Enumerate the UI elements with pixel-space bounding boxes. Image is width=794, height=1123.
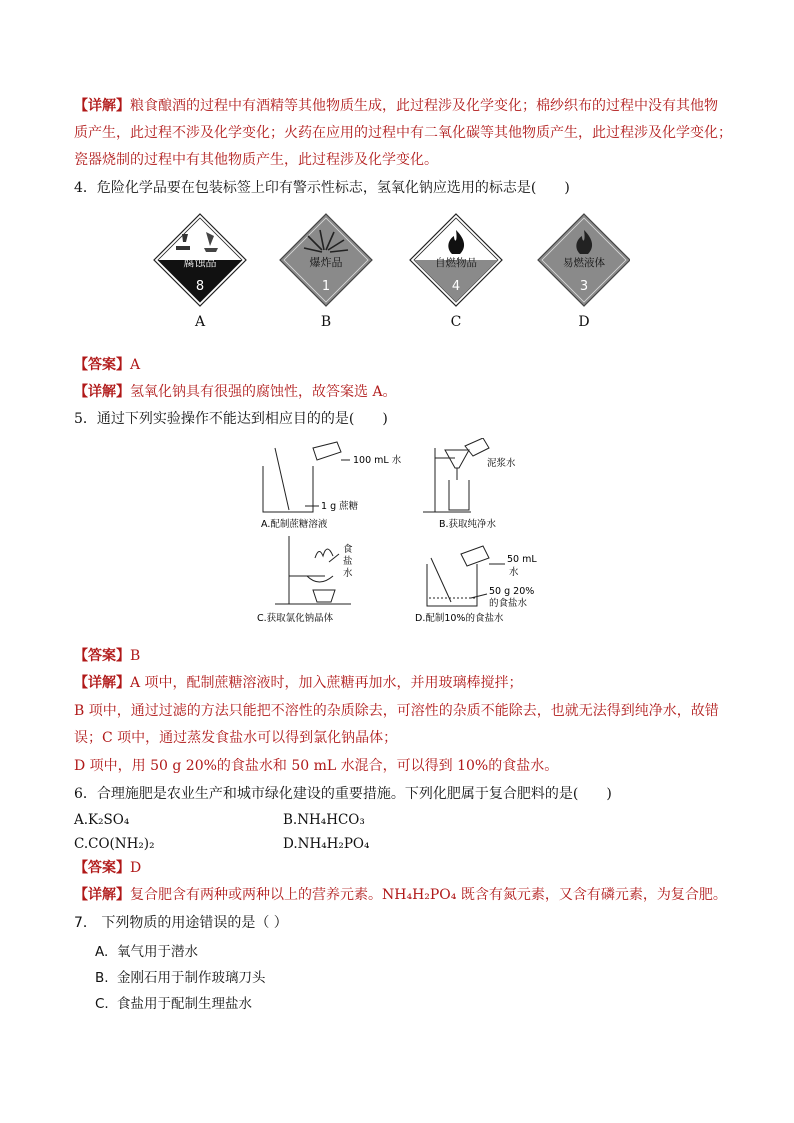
sign-label-d: D xyxy=(578,314,590,330)
q7-option-b: B. 金刚石用于制作玻璃刀头 xyxy=(95,970,266,986)
q3-detail-line-1: 【详解】粮食酿酒的过程中有酒精等其他物质生成，此过程涉及化学变化；棉纱织布的过程中没有其他物 xyxy=(74,98,718,114)
q6-answer: 【答案】D xyxy=(74,860,142,876)
d-water-label-1: 50 mL xyxy=(507,554,537,565)
q6-option-d: D.NH₄H₂PO₄ xyxy=(283,836,370,852)
q3-detail-line-2: 质产生，此过程不涉及化学变化；火药在应用的过程中有二氧化碳等其他物质产生，此过程涉及化学变化； xyxy=(74,125,732,141)
q6-stem: 6．合理施肥是农业生产和城市绿化建设的重要措施。下列化肥属于复合肥料的是( ) xyxy=(74,786,612,802)
sign-flammable-liquid xyxy=(538,214,630,306)
b-label: 泥浆水 xyxy=(487,458,516,469)
sign-self-igniting xyxy=(410,214,502,306)
sign-d-number: 3 xyxy=(579,279,589,294)
sign-a-name: 腐蚀品 xyxy=(183,256,217,269)
q6-option-b: B.NH₄HCO₃ xyxy=(283,812,365,828)
q3-detail-line-3: 瓷器烧制的过程中有其他物质产生，此过程涉及化学变化。 xyxy=(74,152,438,168)
experiment-figure xyxy=(255,438,545,633)
sign-label-a: A xyxy=(194,314,206,330)
q4-detail: 【详解】氢氧化钠具有很强的腐蚀性，故答案选 A。 xyxy=(74,384,397,400)
d-water-label-2: 水 xyxy=(509,567,519,578)
d-caption: D.配制10%的食盐水 xyxy=(415,613,504,624)
sign-d-name: 易燃液体 xyxy=(563,257,605,269)
sign-b-name: 爆炸品 xyxy=(309,256,343,269)
sign-a-number: 8 xyxy=(195,279,205,294)
q5-detail-line-4: D 项中，用 50 g 20%的食盐水和 50 mL 水混合，可以得到 10%的食盐水。 xyxy=(74,758,559,774)
q4-answer: 【答案】A xyxy=(74,357,141,373)
detail-tag: 【详解】 xyxy=(74,98,130,114)
c-label-3: 水 xyxy=(343,568,353,579)
sign-c-number: 4 xyxy=(451,279,461,294)
q6-detail: 【详解】复合肥含有两种或两种以上的营养元素。NH₄H₂PO₄ 既含有氮元素，又含有磷元素，为复合肥。 xyxy=(74,887,727,903)
q6-option-c: C.CO(NH₂)₂ xyxy=(74,836,155,852)
a-sugar-label: 1 g 蔗糖 xyxy=(321,501,359,512)
sign-explosive xyxy=(280,214,372,306)
q7-stem: 7． 下列物质的用途错误的是（ ） xyxy=(74,915,288,931)
a-water-label: 100 mL 水 xyxy=(353,455,402,466)
sign-b-number: 1 xyxy=(321,279,331,294)
d-salt-label-1: 50 g 20% xyxy=(489,586,535,597)
q7-option-c: C. 食盐用于配制生理盐水 xyxy=(95,996,252,1012)
c-label-1: 食 xyxy=(343,544,353,555)
sign-corrosive xyxy=(154,214,246,306)
c-label-2: 盐 xyxy=(343,556,353,567)
q5-stem: 5．通过下列实验操作不能达到相应目的的是( ) xyxy=(74,411,388,427)
c-caption: C.获取氯化钠晶体 xyxy=(257,613,334,624)
d-salt-label-2: 的食盐水 xyxy=(489,598,528,609)
sign-label-c: C xyxy=(450,314,462,330)
sign-c-name: 自燃物品 xyxy=(435,257,477,269)
b-caption: B.获取纯净水 xyxy=(439,519,497,530)
sign-label-b: B xyxy=(320,314,332,330)
hazard-signs xyxy=(150,210,630,310)
q7-option-a: A. 氧气用于潜水 xyxy=(95,944,198,960)
q5-answer: 【答案】B xyxy=(74,648,141,664)
q4-stem: 4．危险化学品要在包装标签上印有警示性标志，氢氧化钠应选用的标志是( ) xyxy=(74,180,570,196)
a-caption: A.配制蔗糖溶液 xyxy=(261,519,328,530)
q5-detail-line-1: 【详解】A 项中，配制蔗糖溶液时，加入蔗糖再加水，并用玻璃棒搅拌； xyxy=(74,675,523,691)
q6-option-a: A.K₂SO₄ xyxy=(74,812,130,828)
q5-detail-line-2: B 项中，通过过滤的方法只能把不溶性的杂质除去，可溶性的杂质不能除去，也就无法得到纯净水，故错 xyxy=(74,703,719,719)
q5-detail-line-3: 误；C 项中，通过蒸发食盐水可以得到氯化钠晶体； xyxy=(74,730,398,746)
